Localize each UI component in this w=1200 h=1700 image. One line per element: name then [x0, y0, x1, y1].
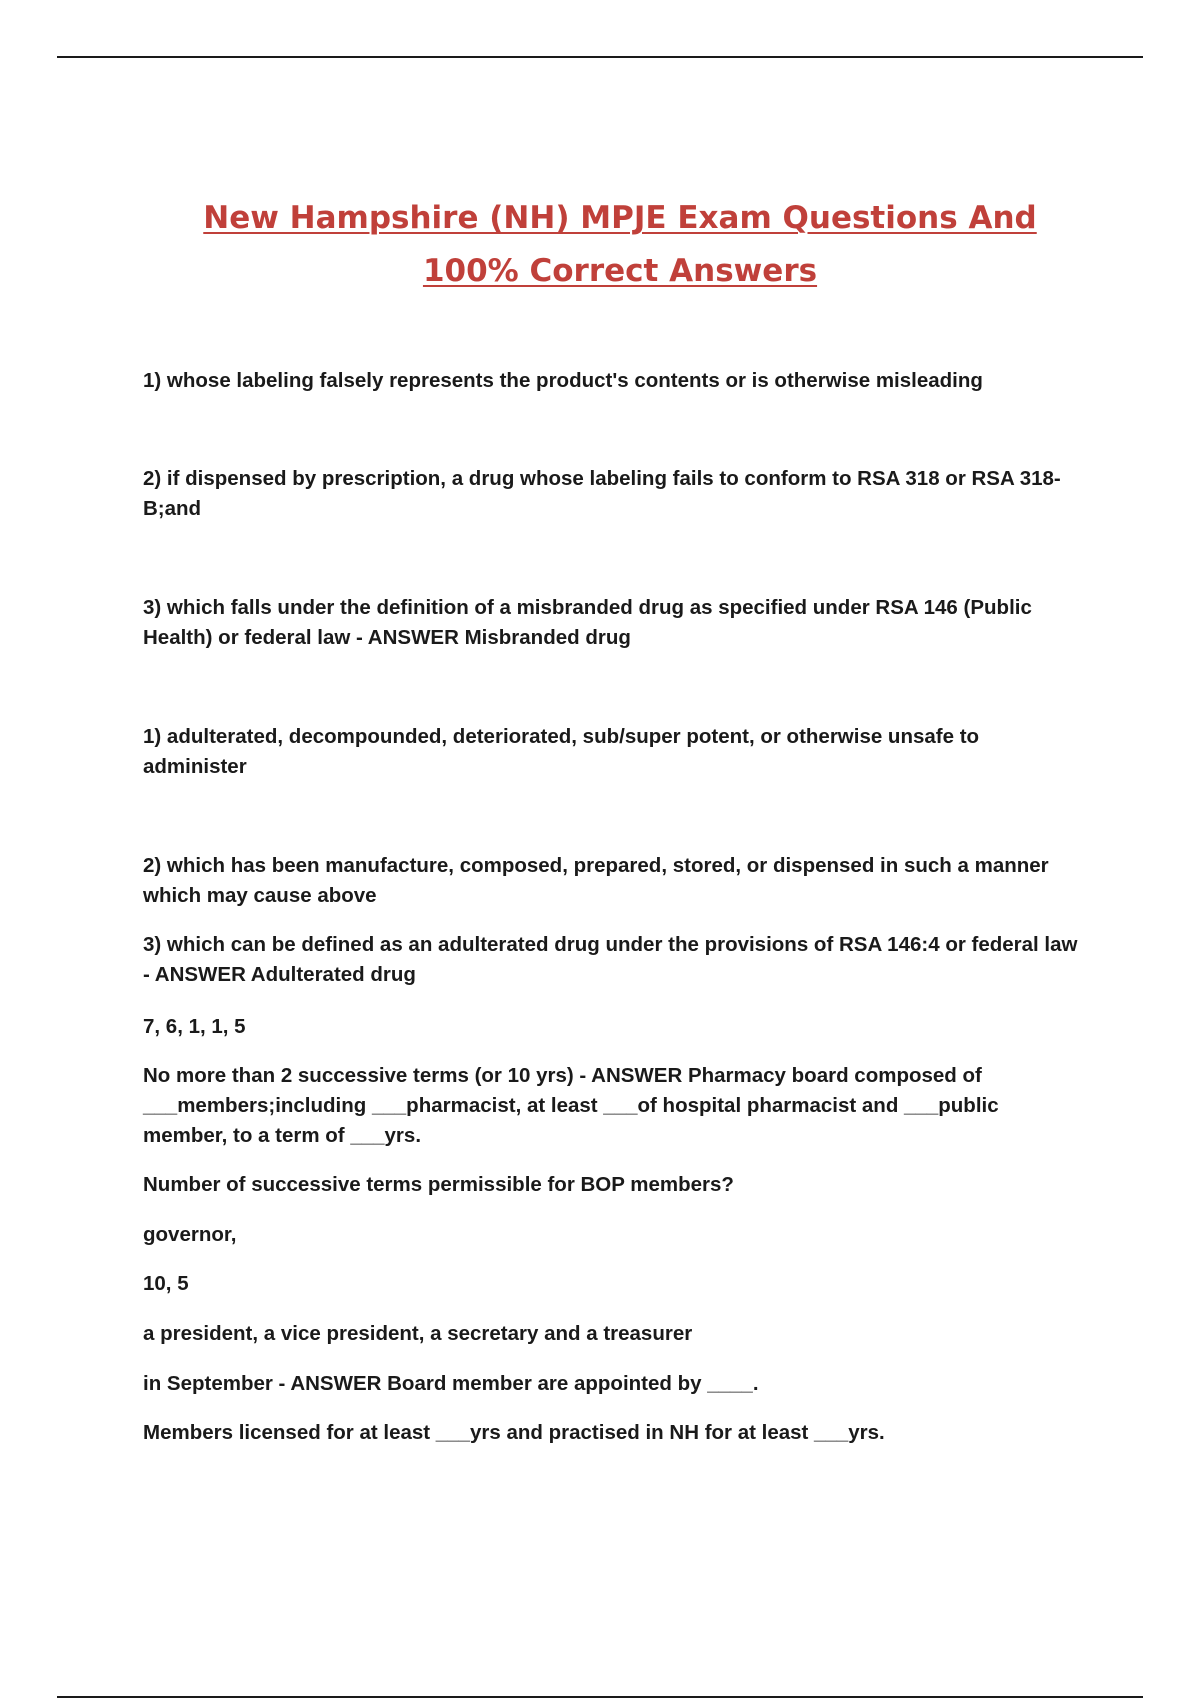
header-rule	[57, 56, 1143, 58]
paragraph: a president, a vice president, a secretary and a treasurer	[143, 1322, 693, 1345]
paragraph: 1) adulterated, decompounded, deteriorated, sub/super potent, or otherwise unsafe to administer	[143, 725, 980, 778]
paragraph: governor,	[143, 1223, 237, 1246]
paragraph: 1) whose labeling falsely represents the product's contents or is otherwise misleading	[143, 369, 983, 392]
paragraph: Members licensed for at least ___yrs and practised in NH for at least ___yrs.	[143, 1421, 885, 1444]
title-line-2: 100% Correct Answers	[422, 253, 818, 289]
paragraph: 2) which has been manufacture, composed, prepared, stored, or dispensed in such a manner which may cause above	[143, 854, 1049, 907]
footer-rule	[57, 1696, 1143, 1698]
paragraph: 3) which can be defined as an adulterated drug under the provisions of RSA 146:4 or federal law - ANSWER Adulterated drug	[143, 933, 1078, 986]
paragraph: 3) which falls under the definition of a misbranded drug as specified under RSA 146 (Public Health) or federal law - ANSWER Misbranded drug	[143, 596, 1032, 649]
document-title	[100, 192, 1140, 298]
paragraph: Number of successive terms permissible for BOP members?	[143, 1173, 734, 1196]
title-line-1: New Hampshire (NH) MPJE Exam Questions And	[203, 200, 1037, 236]
paragraph: in September - ANSWER Board member are appointed by ____.	[143, 1372, 759, 1395]
paragraph: No more than 2 successive terms (or 10 yrs) - ANSWER Pharmacy board composed of ___members;including ___pharmacist, at least ___of hospital pharmacist and ___public member, to a term of ___yrs.	[143, 1064, 999, 1147]
paragraph: 10, 5	[143, 1272, 189, 1295]
paragraph: 7, 6, 1, 1, 5	[143, 1015, 246, 1038]
paragraph: 2) if dispensed by prescription, a drug whose labeling fails to conform to RSA 318 or RSA 318-B;and	[143, 467, 1061, 520]
